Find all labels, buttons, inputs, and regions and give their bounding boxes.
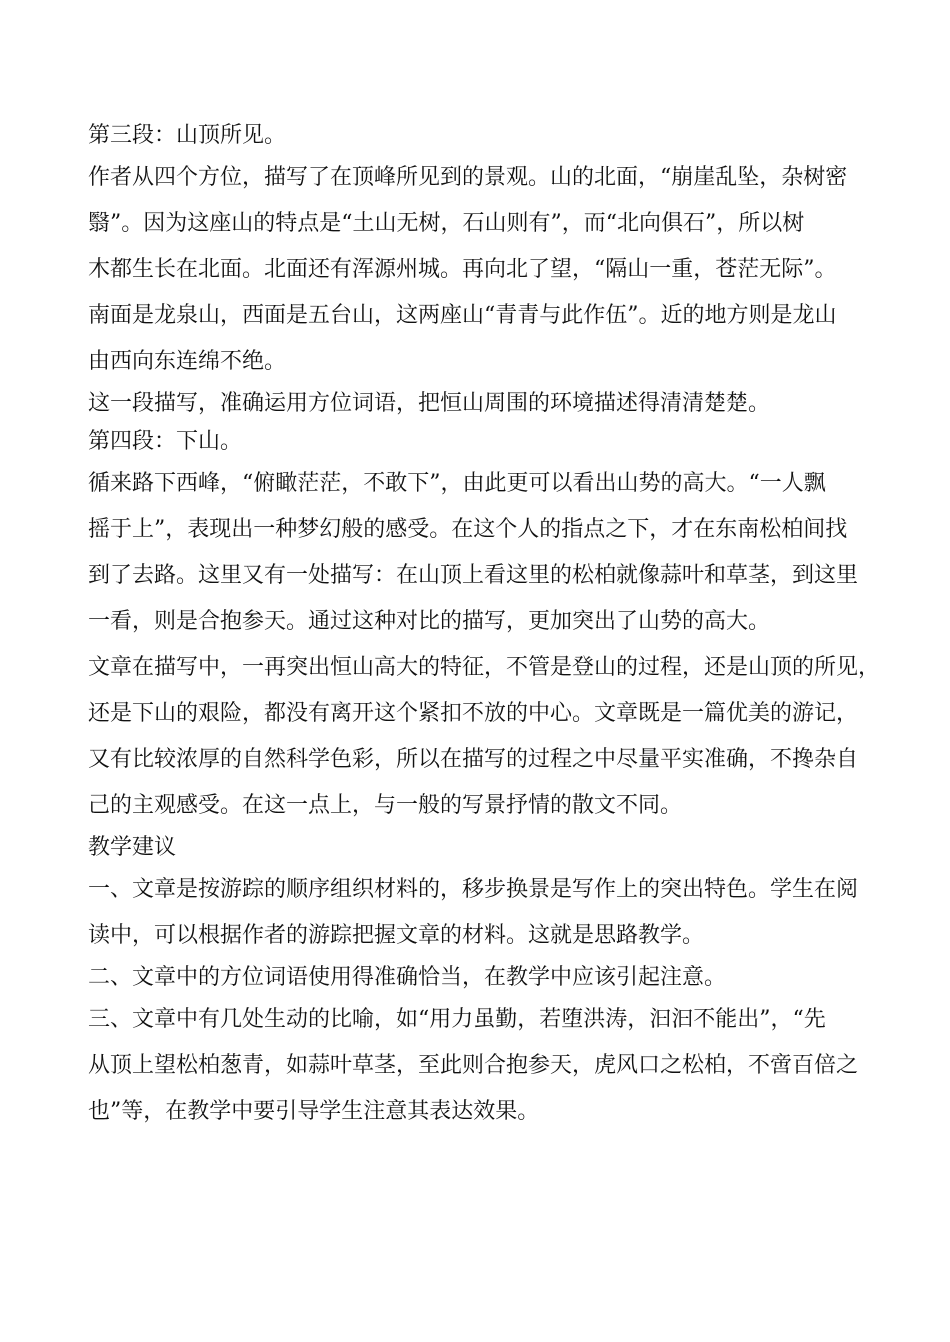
text-line: 三、文章中有几处生动的比喻，如“用力虽勤，若堕洪涛，汩汩不能出”，“先 [88,1007,826,1032]
text-line: 也”等，在教学中要引导学生注意其表达效果。 [88,1099,540,1124]
document-body [88,117,881,1135]
section-heading-teaching-suggestions [88,829,878,867]
text-line: 教学建议 [88,835,177,860]
section-heading-part-four [88,423,878,461]
text-line: 又有比较浓厚的自然科学色彩，所以在描写的过程之中尽量平实准确，不搀杂自 [88,747,859,772]
paragraph-summit-view [88,155,878,385]
text-line: 二、文章中的方位词语使用得准确恰当，在教学中应该引起注意。 [88,965,727,990]
text-line: 读中，可以根据作者的游踪把握文章的材料。这就是思路教学。 [88,923,705,948]
text-line: 由西向东连绵不绝。 [88,349,287,374]
paragraph-descent [88,461,878,645]
text-line: 一看，则是合抱参天。通过这种对比的描写，更加突出了山势的高大。 [88,609,771,634]
text-line: 这一段描写，准确运用方位词语，把恒山周围的环境描述得清清楚楚。 [88,391,771,416]
text-line: 己的主观感受。在这一点上，与一般的写景抒情的散文不同。 [88,793,683,818]
text-line: 翳”。因为这座山的特点是“土山无树，石山则有”，而“北向俱石”，所以树 [88,211,805,236]
paragraph-summary [88,385,878,423]
text-line: 第三段：山顶所见。 [88,123,287,148]
suggestion-two [88,959,878,997]
text-line: 文章在描写中，一再突出恒山高大的特征，不管是登山的过程，还是山顶的所见， [88,655,881,680]
text-line: 到了去路。这里又有一处描写：在山顶上看这里的松柏就像蒜叶和草茎，到这里 [88,563,859,588]
paragraph-overall-analysis [88,645,881,829]
text-line: 木都生长在北面。北面还有浑源州城。再向北了望，“隔山一重，苍茫无际”。 [88,257,837,282]
text-line: 循来路下西峰，“俯瞰茫茫，不敢下”，由此更可以看出山势的高大。“一人飘 [88,471,826,496]
text-line: 一、文章是按游踪的顺序组织材料的，移步换景是写作上的突出特色。学生在阅 [88,877,859,902]
suggestion-three [88,997,878,1135]
text-line: 从顶上望松柏葱青，如蒜叶草茎，至此则合抱参天，虎风口之松柏，不啻百倍之 [88,1053,859,1078]
section-heading-part-three [88,117,878,155]
text-line: 第四段：下山。 [88,429,243,454]
text-line: 摇于上”，表现出一种梦幻般的感受。在这个人的指点之下，才在东南松柏间找 [88,517,848,542]
text-line: 南面是龙泉山，西面是五台山，这两座山“青青与此作伍”。近的地方则是龙山 [88,303,837,328]
suggestion-one [88,867,878,959]
text-line: 还是下山的艰险，都没有离开这个紧扣不放的中心。文章既是一篇优美的游记， [88,701,859,726]
text-line: 作者从四个方位，描写了在顶峰所见到的景观。山的北面，“崩崖乱坠，杂树密 [88,165,848,190]
